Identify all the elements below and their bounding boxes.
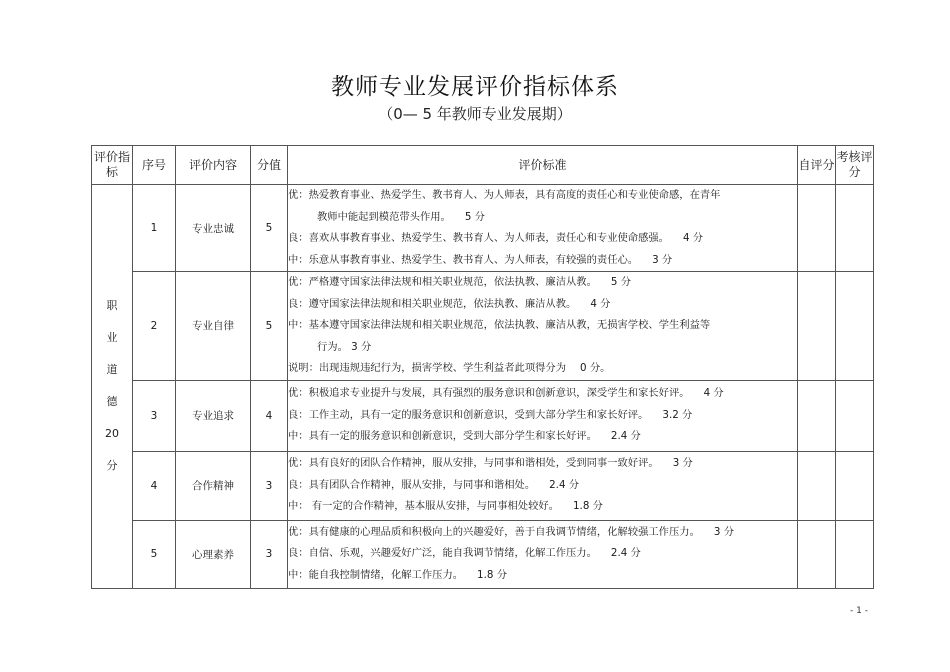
header-indicator: 评价指标 (92, 146, 133, 185)
dimension-char: 业 (106, 331, 118, 345)
review-score-cell[interactable] (836, 185, 874, 272)
document-subtitle: （0— 5 年教师专业发展期） (378, 105, 572, 123)
table-row (92, 451, 874, 520)
criteria-points: 3.2 分 (662, 408, 693, 421)
criteria-line (288, 496, 797, 518)
dimension-unit: 分 (106, 459, 118, 473)
criteria-line (288, 426, 797, 448)
criteria-text: 教师中能起到模范带头作用。 (317, 210, 451, 223)
table-row (92, 272, 874, 381)
seq-cell: 1 (133, 185, 176, 272)
table-row (92, 520, 874, 588)
self-score-cell[interactable] (798, 451, 836, 520)
header-content: 评价内容 (176, 146, 251, 185)
criteria-line (288, 250, 797, 272)
criteria-points: 2.4 分 (610, 547, 641, 560)
criteria-text: 中：基本遵守国家法律法规和相关职业规范，依法执教、廉洁从教，无损害学校、学生利益等 (288, 319, 711, 331)
criteria-points: 3 分 (713, 525, 734, 538)
review-score-cell[interactable] (836, 451, 874, 520)
header-self-score: 自评分 (798, 146, 836, 185)
dimension-points: 20 (105, 427, 119, 441)
score-cell: 5 (251, 185, 288, 272)
score-cell: 3 (251, 451, 288, 520)
criteria-text: 良：遵守国家法律法规和相关职业规范，依法执教、廉洁从教。 (288, 297, 577, 310)
seq-cell: 2 (133, 272, 176, 381)
criteria-line (288, 228, 797, 250)
header-score: 分值 (251, 146, 288, 185)
review-score-cell[interactable] (836, 380, 874, 451)
review-score-cell[interactable] (836, 272, 874, 381)
dimension-char: 道 (106, 363, 118, 377)
criteria-line (288, 185, 797, 207)
criteria-line (288, 315, 797, 337)
criteria-text: 中：乐意从事教育事业、热爱学生、教书育人、为人师表，有较强的责任心。 (288, 253, 639, 266)
criteria-text: 优：热爱教育事业、热爱学生、教书育人、为人师表，具有高度的责任心和专业使命感，在青年 (288, 189, 721, 201)
header-criteria: 评价标准 (288, 146, 798, 185)
criteria-text: 说明：出现违规违纪行为，损害学校、学生利益者此项得分为 (288, 362, 567, 374)
content-cell: 专业自律 (176, 272, 251, 381)
criteria-line (288, 383, 797, 405)
criteria-points: 3 分 (652, 253, 673, 266)
content-cell: 专业忠诚 (176, 185, 251, 272)
document-title: 教师专业发展评价指标体系 (331, 74, 619, 100)
criteria-points: 2.4 分 (610, 430, 641, 443)
criteria-points: 4 分 (682, 232, 704, 244)
criteria-line (288, 337, 797, 359)
criteria-cell (288, 272, 798, 381)
criteria-line (288, 475, 797, 497)
criteria-points: 0 分。 (580, 362, 611, 374)
criteria-line (288, 405, 797, 427)
criteria-points: 1.8 分 (477, 568, 507, 581)
criteria-text: 中：具有一定的服务意识和创新意识，受到大部分学生和家长好评。 (288, 430, 597, 443)
table-row (92, 380, 874, 451)
criteria-line (288, 543, 797, 565)
content-cell: 心理素养 (176, 520, 251, 588)
criteria-line (288, 453, 797, 475)
seq-cell: 3 (133, 380, 176, 451)
self-score-cell[interactable] (798, 380, 836, 451)
criteria-points: 1.8 分 (573, 500, 603, 513)
content-cell: 专业追求 (176, 380, 251, 451)
self-score-cell[interactable] (798, 185, 836, 272)
score-cell: 4 (251, 380, 288, 451)
header-review-score: 考核评分 (836, 146, 874, 185)
dimension-char: 职 (106, 299, 118, 313)
self-score-cell[interactable] (798, 272, 836, 381)
criteria-line (288, 565, 797, 587)
dimension-cell (92, 185, 133, 589)
criteria-points: 2.4 分 (549, 478, 580, 491)
criteria-points: 3 分 (672, 457, 693, 470)
criteria-line (288, 272, 797, 294)
score-cell: 3 (251, 520, 288, 588)
criteria-points: 4 分 (590, 297, 611, 310)
page-number: - 1 - (850, 606, 868, 616)
criteria-points: 5 分 (610, 276, 632, 288)
criteria-points: 5 分 (464, 210, 485, 223)
table-header-row (92, 146, 874, 185)
content-cell: 合作精神 (176, 451, 251, 520)
criteria-text: 中：能自我控制情绪，化解工作压力。 (288, 568, 464, 581)
seq-cell: 4 (133, 451, 176, 520)
criteria-text: 良：具有团队合作精神，服从安排，与同事和谐相处。 (288, 478, 536, 491)
criteria-cell (288, 451, 798, 520)
criteria-text: 行为。 3 分 (317, 340, 372, 353)
self-score-cell[interactable] (798, 520, 836, 588)
header-seq: 序号 (133, 146, 176, 185)
criteria-text: 优：积极追求专业提升与发展，具有强烈的服务意识和创新意识，深受学生和家长好评。 (288, 387, 690, 400)
dimension-char: 德 (106, 395, 118, 409)
table-row (92, 185, 874, 272)
criteria-text: 优：具有良好的团队合作精神，服从安排，与同事和谐相处，受到同事一致好评。 (288, 457, 659, 470)
evaluation-table (91, 145, 874, 589)
criteria-line (288, 522, 797, 544)
criteria-text: 中： 有一定的合作精神，基本服从安排，与同事相处较好。 (288, 500, 559, 513)
criteria-text: 优：具有健康的心理品质和积极向上的兴趣爱好，善于自我调节情绪，化解较强工作压力。 (288, 525, 700, 538)
criteria-text: 优：严格遵守国家法律法规和相关职业规范，依法执教、廉洁从教。 (288, 276, 597, 288)
criteria-points: 4 分 (703, 387, 724, 400)
criteria-line (288, 358, 797, 380)
criteria-line (288, 294, 797, 316)
criteria-line (288, 207, 797, 229)
criteria-text: 良：工作主动，具有一定的服务意识和创新意识，受到大部分学生和家长好评。 (288, 408, 649, 421)
criteria-cell (288, 520, 798, 588)
score-cell: 5 (251, 272, 288, 381)
criteria-text: 良：自信、乐观，兴趣爱好广泛，能自我调节情绪，化解工作压力。 (288, 547, 597, 560)
review-score-cell[interactable] (836, 520, 874, 588)
criteria-cell (288, 185, 798, 272)
seq-cell: 5 (133, 520, 176, 588)
criteria-cell (288, 380, 798, 451)
criteria-text: 良：喜欢从事教育事业、热爱学生、教书育人、为人师表，责任心和专业使命感强。 (288, 232, 669, 244)
